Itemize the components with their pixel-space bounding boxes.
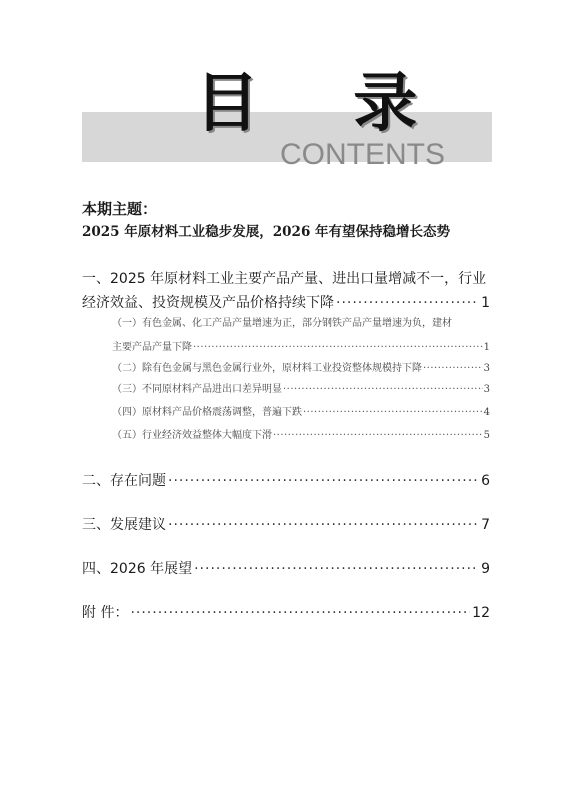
toc-leader-dots bbox=[168, 517, 479, 533]
toc-section-2-label: 二、存在问题 bbox=[82, 473, 166, 489]
theme-label: 本期主题： bbox=[82, 200, 158, 218]
theme-text: 2025 年原材料工业稳步发展，2026 年有望保持稳增长态势 bbox=[82, 224, 451, 240]
toc-sub-5-label: （五）行业经济效益整体大幅度下滑 bbox=[112, 430, 272, 441]
toc-sub-4-page: 4 bbox=[483, 407, 490, 418]
toc-section-2-page: 6 bbox=[481, 473, 490, 489]
toc-section-4[interactable] bbox=[82, 558, 490, 578]
page-title: 目 录 bbox=[195, 66, 454, 141]
toc-section-4-label: 四、2026 年展望 bbox=[82, 561, 193, 577]
toc-sub-4-label: （四）原材料产品价格震荡调整，普遍下跌 bbox=[112, 407, 302, 418]
toc-sub-3[interactable] bbox=[112, 380, 490, 395]
toc-sub-1-page: 1 bbox=[483, 342, 490, 353]
toc-section-1-line-1: 一、2025 年原材料工业主要产品产量、进出口量增减不一，行业 bbox=[82, 271, 487, 287]
toc-sub-5-page: 5 bbox=[483, 430, 490, 441]
toc-leader-dots bbox=[193, 342, 483, 353]
toc-leader-dots bbox=[130, 605, 470, 621]
toc-sub-2-label: （二）除有色金属与黑色金属行业外，原材料工业投资整体规模持下降 bbox=[112, 363, 422, 374]
toc-section-3-label: 三、发展建议 bbox=[82, 517, 166, 533]
toc-sub-5[interactable] bbox=[112, 426, 490, 441]
toc-leader-dots bbox=[194, 561, 479, 577]
toc-leader-dots bbox=[423, 363, 483, 374]
toc-section-1-label: 经济效益、投资规模及产品价格持续下降 bbox=[82, 295, 334, 311]
toc-sub-4[interactable] bbox=[112, 403, 490, 418]
toc-leader-dots bbox=[273, 430, 483, 441]
toc-appendix-label: 附 件： bbox=[82, 605, 129, 621]
page-subtitle-en: CONTENTS bbox=[280, 138, 445, 171]
toc-sub-3-page: 3 bbox=[483, 384, 490, 395]
toc-leader-dots bbox=[336, 295, 479, 311]
toc-sub-2-page: 3 bbox=[483, 363, 490, 374]
toc-sub-1-line-1: （一）有色金属、化工产品产量增速为正，部分钢铁产品产量增速为负，建材 bbox=[112, 318, 452, 329]
toc-section-3-page: 7 bbox=[481, 517, 490, 533]
toc-section-2[interactable] bbox=[82, 470, 490, 490]
toc-section-3[interactable] bbox=[82, 514, 490, 534]
toc-sub-1-label: 主要产品产量下降 bbox=[112, 342, 192, 353]
toc-sub-2[interactable] bbox=[112, 359, 490, 374]
toc-sub-1[interactable] bbox=[112, 338, 490, 353]
toc-section-1[interactable] bbox=[82, 292, 490, 312]
toc-leader-dots bbox=[168, 473, 479, 489]
toc-sub-3-label: （三）不同原材料产品进出口差异明显 bbox=[112, 384, 282, 395]
toc-section-4-page: 9 bbox=[481, 561, 490, 577]
toc-appendix-page: 12 bbox=[472, 605, 490, 621]
toc-leader-dots bbox=[303, 407, 483, 418]
toc-leader-dots bbox=[283, 384, 483, 395]
toc-appendix[interactable] bbox=[82, 602, 490, 622]
toc-section-1-page: 1 bbox=[481, 295, 490, 311]
